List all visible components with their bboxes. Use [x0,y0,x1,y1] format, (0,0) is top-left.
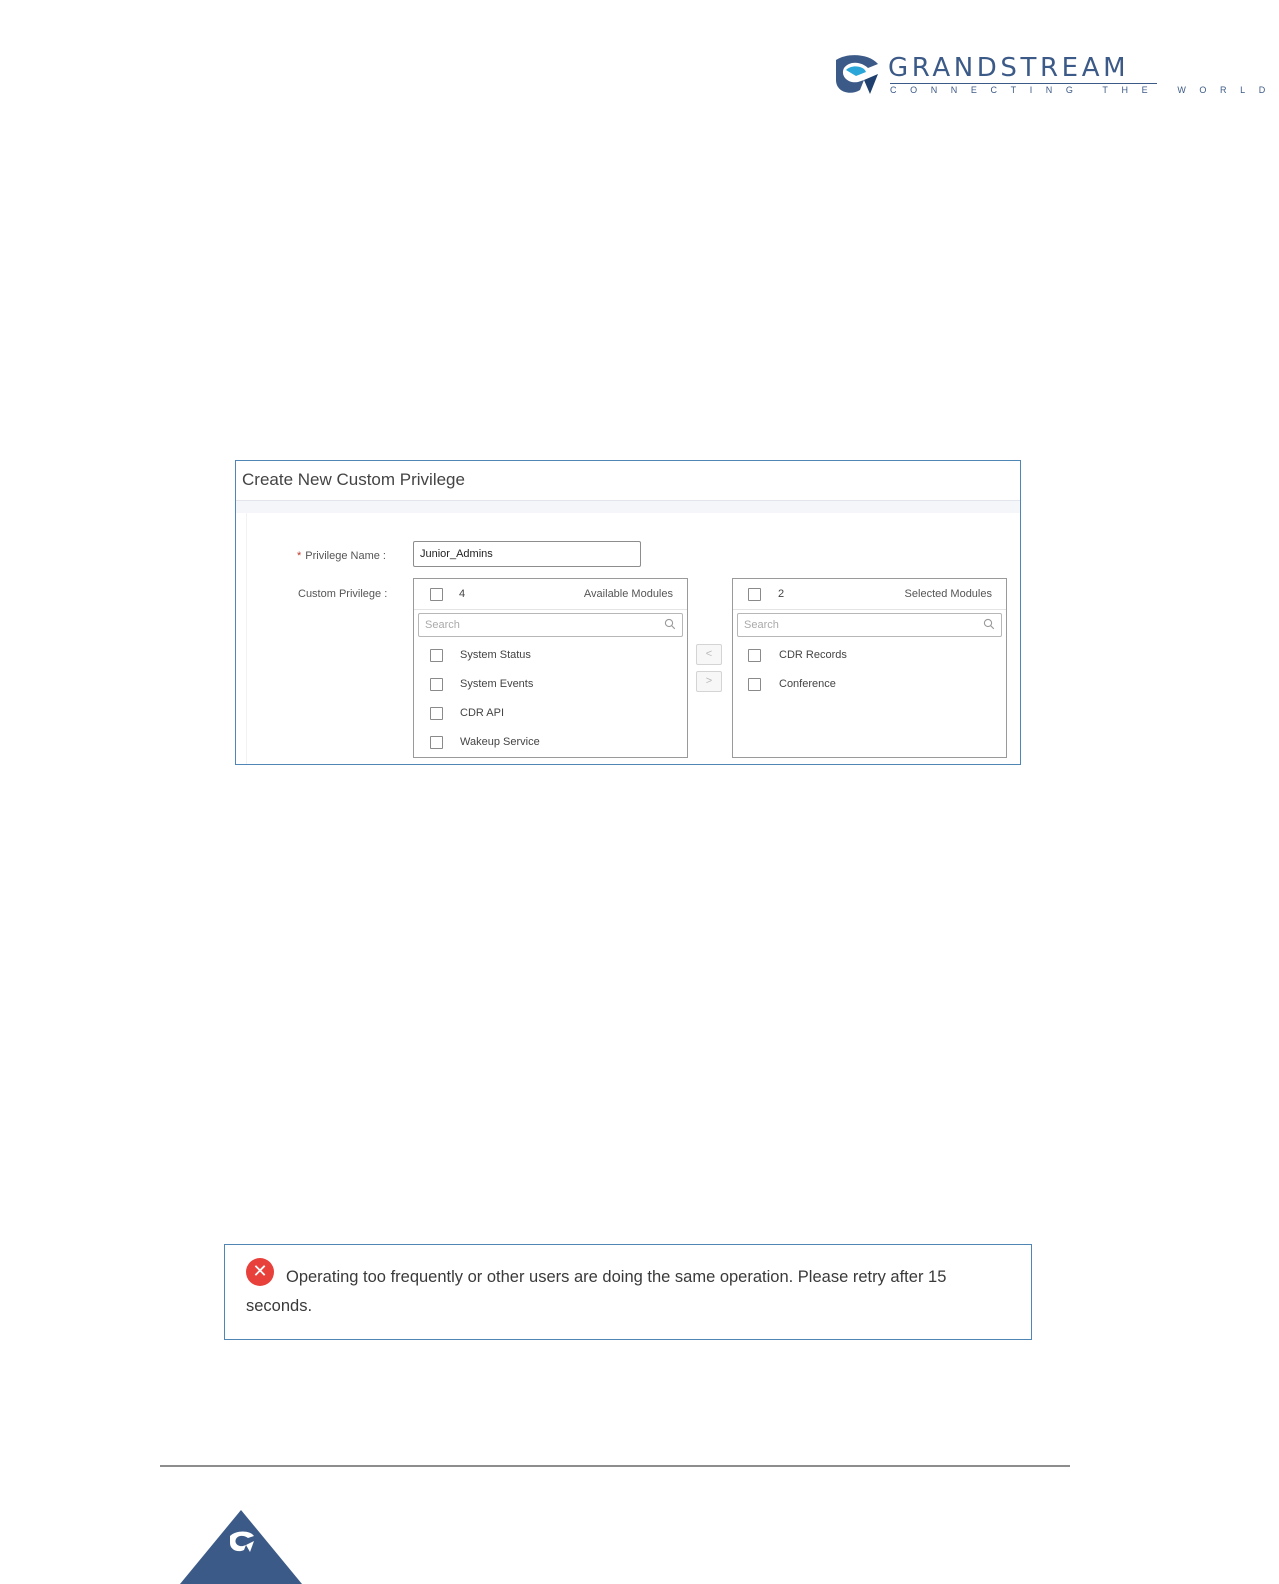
item-label: System Events [460,678,534,690]
custom-privilege-label: Custom Privilege : [298,588,388,600]
selected-modules-title: Selected Modules [904,588,992,600]
item-checkbox[interactable] [748,678,761,691]
list-item[interactable] [414,732,687,754]
available-search-input[interactable] [418,613,683,637]
create-privilege-dialog [235,460,1021,765]
available-modules-title: Available Modules [583,588,673,600]
list-item[interactable] [733,674,1006,696]
brand-name: GRANDSTREAM [888,53,1130,83]
error-toast [224,1244,1032,1340]
dialog-header-shade [236,501,1020,513]
dialog-title: Create New Custom Privilege [242,470,465,489]
selected-modules-header [733,579,1006,610]
item-label: Conference [779,678,836,690]
selected-count: 2 [778,588,785,600]
grandstream-logo-icon [834,54,880,96]
list-item[interactable] [414,645,687,667]
selected-modules-panel [732,578,1007,758]
item-label: CDR Records [779,649,847,661]
selected-search-placeholder: Search [744,619,779,631]
dialog-body [246,513,1020,764]
error-circle-icon: ✕ [246,1258,274,1286]
available-search-placeholder: Search [425,619,460,631]
available-modules-panel [413,578,688,758]
footer-logo-icon [180,1510,302,1584]
item-checkbox[interactable] [430,707,443,720]
move-right-button[interactable]: > [696,671,722,692]
item-checkbox[interactable] [430,736,443,749]
toast-message: Operating too frequently or other users are doing the same operation. Please retry after 15 seconds. [246,1268,947,1315]
item-label: System Status [460,649,531,661]
item-checkbox[interactable] [430,678,443,691]
privilege-name-label: * Privilege Name : [297,550,386,562]
brand-tagline: CONNECTING THE WORLD [890,85,1279,95]
available-select-all-checkbox[interactable] [430,588,443,601]
footer-divider [160,1465,1070,1467]
move-left-button[interactable]: < [696,644,722,665]
privilege-name-input[interactable]: Junior_Admins [413,541,641,567]
item-label: CDR API [460,707,505,719]
search-icon [664,618,676,630]
grandstream-logo [834,53,1279,98]
available-modules-header [414,579,687,610]
list-item[interactable] [733,645,1006,667]
list-item[interactable] [414,703,687,725]
brand-divider [890,83,1157,84]
required-asterisk: * [297,550,302,562]
available-count: 4 [459,588,466,600]
selected-search-input[interactable] [737,613,1002,637]
item-label: Wakeup Service [460,736,540,748]
selected-select-all-checkbox[interactable] [748,588,761,601]
list-item[interactable] [414,674,687,696]
item-checkbox[interactable] [748,649,761,662]
search-icon [983,618,995,630]
item-checkbox[interactable] [430,649,443,662]
